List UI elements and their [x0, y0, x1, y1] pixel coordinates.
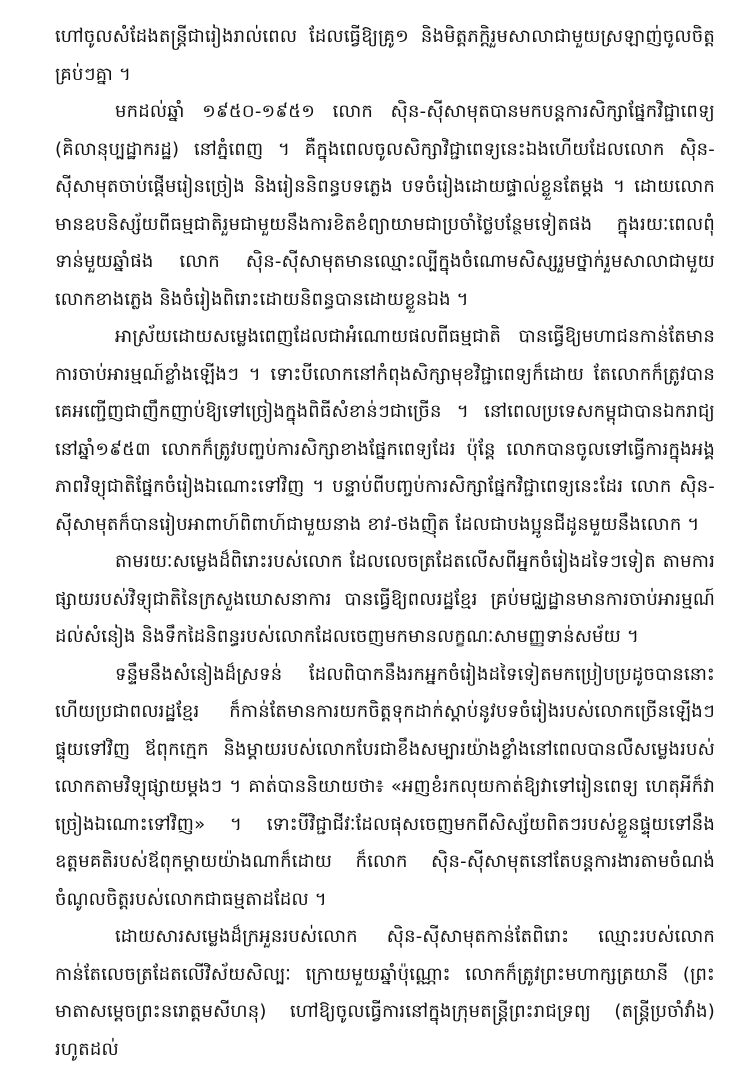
paragraph-6: ដោយសារសម្លេងដ៏ក្រអួនរបស់លោក ស៊ិន-ស៊ីសាមុតកាន់តែពិរោះ ឈ្មោះរបស់លោកកាន់តែលេចត្រដែតលើវិស័យសិល្បៈ ក្រោយមួយឆ្នាំប៉ុណ្ណោះ លោកក៏ត្រូវព្រះមហាក្សត្រយានី (ព្រះមាតាសម្តេចព្រះនរោត្តមសីហនុ) ហៅឱ្យចូលធ្វើការនៅក្នុងក្រុមតន្ត្រីព្រះរាជទ្រព្យ (តន្ត្រីប្រចាំវាំង) រហូតដល់: [55, 926, 715, 1060]
paragraph-5: ទន្ទឹមនឹងសំនៀងដ៏ស្រទន់ ដែលពិបាកនឹងរកអ្នកចំរៀងដទៃទៀតមកប្រៀបប្រដូចបាននោះហើយប្រជាពលរដ្ឋខ្មែរ ក៏កាន់តែមានការយកចិត្តទុកដាក់ស្តាប់នូវបទចំរៀងរបស់លោកច្រើនឡើងៗ ផ្ទុយទៅវិញ ឪពុកក្មេក និងម្តាយរបស់លោកបែរជាខឹងសម្បារយ៉ាងខ្លាំងនៅពេលបានលឺសម្លេងរបស់លោកតាមវិទ្យុផ្សាយម្តងៗ ។ គាត់បាននិយាយថា៖ «អញខំរកលុយកាត់ឱ្យវាទៅរៀនពេទ្យ ហេតុអីក៏វាច្រៀងឯណោះទៅវិញ» ។ ទោះបីវិជ្ជាជីវៈដែលផុសចេញមកពីសិស្ស័យពិតៗរបស់ខ្លួនផ្ទុយទៅនឹងឧត្តមគតិរបស់ឪពុកម្តាយយ៉ាងណាក៏ដោយ ក៏លោក ស៊ិន-ស៊ីសាមុតនៅតែបន្តការងារតាមចំណង់ចំណូលចិត្តរបស់លោកជាធម្មតាដដែល ។: [55, 663, 715, 910]
document-body: [55, 18, 715, 1068]
paragraph-1: ហៅចូលសំដែងតន្ត្រីជារៀងរាល់ពេល ដែលធ្វើឱ្យគ្រូ១ និងមិត្តភក្តិរួមសាលាជាមួយស្រឡាញ់ចូលចិត្តគ្រប់ៗគ្នា ។: [55, 26, 715, 85]
paragraph-3: អាស្រ័យដោយសម្លេងពេញដែលជាអំណោយផលពីធម្មជាតិ បានធ្វើឱ្យមហាជនកាន់តែមានការចាប់អារម្មណ៍ខ្លាំងឡើងៗ ។ ទោះបីលោកនៅកំពុងសិក្សាមុខវិជ្ជាពេទ្យក៏ដោយ តែលោកក៏ត្រូវបានគេអញ្ជើញជាញឹកញាប់ឱ្យទៅច្រៀងក្នុងពិធីសំខាន់ៗជាច្រើន ។ នៅពេលប្រទេសកម្ពុជាបានឯករាជ្យនៅឆ្នាំ១៩៥៣ លោកក៏ត្រូវបញ្ចប់ការសិក្សាខាងផ្នែកពេទ្យដែរ ប៉ុន្តែ លោកបានចូលទៅធ្វើការក្នុងអង្គភាពវិទ្យុជាតិផ្នែកចំរៀងឯណោះទៅវិញ ។ បន្ទាប់ពីបញ្ចប់ការសិក្សាផ្នែកវិជ្ជាពេទ្យនេះដែរ លោក ស៊ិន-ស៊ីសាមុតក៏បានរៀបអាពាហ៍ពិពាហ៍ជាមួយនាង ខាវ-ថងញ៉ិត ដែលជាបងប្អូនជីដូនមួយនឹងលោក ។: [55, 326, 715, 535]
paragraph-4: តាមរយៈសម្លេងដ៏ពិរោះរបស់លោក ដែលលេចត្រដែតលើសពីអ្នកចំរៀងដទៃៗទៀត តាមការផ្សាយរបស់វិទ្យុជាតិនៃក្រសួងឃោសនាការ បានធ្វើឱ្យពលរដ្ឋខ្មែរ គ្រប់មជ្ឈដ្ឋានមានការចាប់អារម្មណ៍ដល់សំនៀង និងទឹកដៃនិពន្ធរបស់លោកដែលចេញមកមានលក្ខណៈសាមញ្ញទាន់សម័យ ។: [55, 551, 715, 647]
paragraph-2: មកដល់ឆ្នាំ ១៩៥០-១៩៥១ លោក ស៊ិន-ស៊ីសាមុតបានមកបន្តការសិក្សាផ្នែកវិជ្ជាពេទ្យ (គិលានុប្បដ្ឋាករដ្ឋ) នៅភ្នំពេញ ។ គឺក្នុងពេលចូលសិក្សាវិជ្ជាពេទ្យនេះឯងហើយដែលលោក ស៊ិន-ស៊ីសាមុតចាប់ផ្តើមរៀនច្រៀង និងរៀននិពន្ធបទភ្លេង បទចំរៀងដោយផ្ទាល់ខ្លួនតែម្តង ។ ដោយលោកមានឧបនិស្ស័យពីធម្មជាតិរួមជាមួយនឹងការខិតខំព្យាយាមជាប្រចាំថ្លៃបន្ថែមទៀតផង ក្នុងរយៈពេលពុំទាន់មួយឆ្នាំផង លោក ស៊ិន-ស៊ីសាមុតមានឈ្មោះល្បីក្នុងចំណោមសិស្សរួមថ្នាក់រួមសាលាជាមួយលោកខាងភ្លេង និងចំរៀងពិរោះដោយនិពន្ធបានដោយខ្លួនឯង ។: [55, 101, 715, 310]
